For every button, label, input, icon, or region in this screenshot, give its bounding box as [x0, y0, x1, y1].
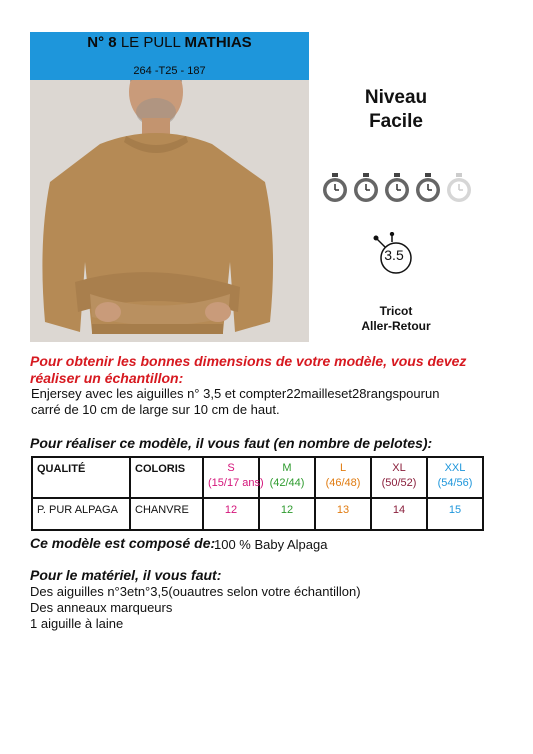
- table-header-row: [32, 457, 483, 498]
- size-range: (46/48): [325, 477, 361, 489]
- knitting-technique: [340, 304, 452, 334]
- list-item: Des anneaux marqueurs: [30, 600, 173, 615]
- size-xxl: [427, 457, 483, 498]
- yarn-table: [31, 456, 484, 531]
- size-range: (50/52): [381, 477, 417, 489]
- yarn-heading: Pour réaliser ce modèle, il vous faut (en nombre de pelotes):: [30, 435, 433, 451]
- pattern-name: MATHIAS: [184, 34, 252, 51]
- technique-line2: Aller-Retour: [361, 319, 431, 333]
- size-range: (54/56): [437, 477, 473, 489]
- count-s: 12: [203, 498, 259, 530]
- difficulty-level: [340, 86, 452, 134]
- size-label: S: [227, 462, 235, 474]
- material-heading: Pour le matériel, il vous faut:: [30, 567, 222, 583]
- table-row: [32, 498, 483, 530]
- pattern-number: N° 8: [87, 34, 117, 51]
- stopwatch-icon: [414, 172, 442, 204]
- column-quality: QUALITÉ: [32, 457, 130, 498]
- column-color: COLORIS: [130, 457, 203, 498]
- count-xl: 14: [371, 498, 427, 530]
- list-item: 1 aiguille à laine: [30, 616, 124, 631]
- stopwatch-icon: [321, 172, 349, 204]
- list-item: Des aiguilles n°3etn°3,5(ouautres selon votre échantillon): [30, 584, 361, 599]
- needle-size-value: 3.5: [384, 247, 404, 263]
- size-range: (42/44): [269, 477, 305, 489]
- size-label: XL: [392, 462, 406, 474]
- gauge-line-2: carré de 10 cm de large sur 10 cm de haut.: [31, 402, 280, 417]
- size-range: (15/17 ans): [208, 477, 264, 489]
- yarn-quality: P. PUR ALPAGA: [32, 498, 130, 530]
- material-list: [30, 584, 361, 632]
- stopwatch-icon: [383, 172, 411, 204]
- stopwatch-empty-icon: [445, 172, 473, 204]
- composition-value: 100 % Baby Alpaga: [214, 537, 328, 552]
- composition-heading: Ce modèle est composé de:: [30, 535, 216, 551]
- size-label: XXL: [444, 462, 466, 474]
- pattern-title-middle: LE PULL: [120, 34, 181, 51]
- size-l: [315, 457, 371, 498]
- gauge-text: [31, 386, 501, 418]
- size-s: [203, 457, 264, 498]
- gauge-line-1: Enjersey avec les aiguilles n° 3,5 et compter22mailleset28rangspourun: [31, 386, 440, 401]
- count-l: 13: [315, 498, 371, 530]
- technique-line1: Tricot: [379, 304, 413, 318]
- title-banner: [30, 32, 309, 80]
- count-xxl: 15: [427, 498, 483, 530]
- size-label: L: [339, 462, 347, 474]
- pattern-title: [30, 34, 309, 51]
- size-label: M: [282, 462, 292, 474]
- stopwatch-icon: [352, 172, 380, 204]
- pattern-reference: 264 -T25 - 187: [133, 65, 206, 77]
- yarn-color: CHANVRE: [130, 498, 203, 530]
- size-xl: [371, 457, 427, 498]
- size-m: [259, 457, 315, 498]
- level-value: Facile: [369, 111, 423, 132]
- level-label: Niveau: [364, 87, 428, 108]
- gauge-heading: Pour obtenir les bonnes dimensions de votre modèle, vous devez réaliser un échantillon:: [30, 353, 467, 386]
- count-m: 12: [259, 498, 315, 530]
